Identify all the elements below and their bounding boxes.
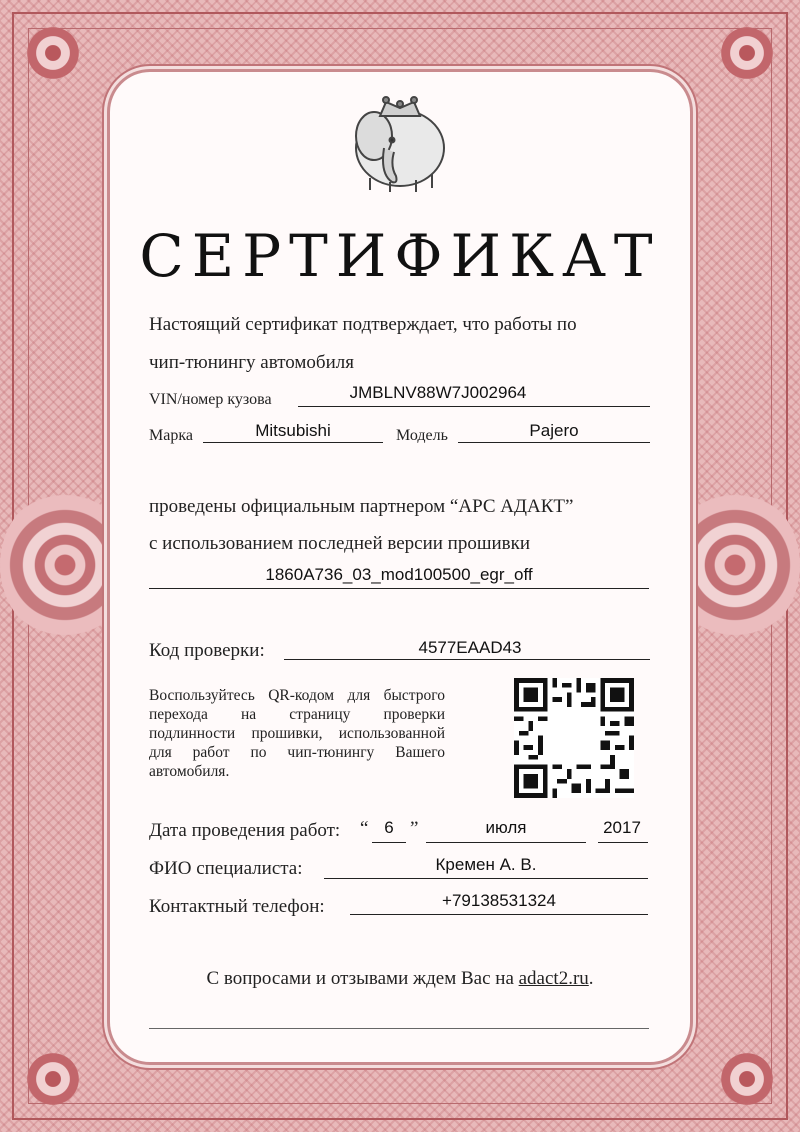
vin-label: VIN/номер кузова [149, 391, 272, 408]
corner-ornament-top-left [8, 8, 98, 98]
bottom-divider [149, 1028, 649, 1029]
specialist-underline [324, 878, 648, 879]
specialist-label: ФИО специалиста: [149, 858, 303, 879]
date-day-underline [372, 842, 406, 843]
date-year: 2017 [603, 818, 641, 837]
brand-label: Марка [149, 427, 193, 444]
date-day: 6 [384, 818, 394, 837]
phone-label: Контактный телефон: [149, 896, 325, 917]
qr-note: Воспользуйтесь QR-кодом для быстрого перехода на страницу проверки подлинности прошивки, использованной для работ по чип-тюнингу Вашего автомобиля. [149, 687, 445, 780]
footer-end: . [588, 968, 594, 989]
partner-line: проведены официальным партнером “АРС АДАКТ” [149, 496, 574, 517]
intro-line-2: чип-тюнингу автомобиля [149, 352, 354, 373]
model-value: Pajero [529, 421, 579, 440]
date-close-quote: ” [410, 818, 419, 839]
phone-value: +79138531324 [442, 891, 556, 910]
footer-link[interactable]: adact2.ru [518, 968, 589, 989]
code-value: 4577EAAD43 [418, 638, 522, 657]
brand-value: Mitsubishi [255, 421, 331, 440]
certificate-title: СЕРТИФИКАТ [139, 222, 661, 290]
code-underline [284, 659, 650, 660]
firmware-line: с использованием последней версии прошивки [149, 533, 531, 554]
date-month: июля [485, 818, 527, 837]
model-label: Модель [396, 427, 448, 444]
qr-code-icon [514, 678, 634, 798]
vin-underline [298, 406, 650, 407]
brand-underline [203, 442, 383, 443]
elephant-logo-icon [340, 78, 460, 198]
specialist-value: Кремен А. В. [435, 855, 537, 874]
footer-line [0, 968, 800, 990]
firmware-value: 1860A736_03_mod100500_egr_off [265, 565, 533, 584]
intro-line-1: Настоящий сертификат подтверждает, что работы по [149, 314, 577, 335]
phone-underline [350, 914, 648, 915]
date-open-quote: “ [360, 818, 369, 839]
corner-ornament-top-right [702, 8, 792, 98]
date-year-underline [598, 842, 648, 843]
footer-text: С вопросами и отзывами ждем Вас на [206, 968, 514, 989]
firmware-underline [149, 588, 649, 589]
vin-value: JMBLNV88W7J002964 [349, 383, 527, 402]
corner-ornament-bottom-right [702, 1034, 792, 1124]
date-month-underline [426, 842, 586, 843]
date-label: Дата проведения работ: [149, 820, 341, 841]
model-underline [458, 442, 650, 443]
code-label: Код проверки: [149, 640, 265, 661]
corner-ornament-bottom-left [8, 1034, 98, 1124]
